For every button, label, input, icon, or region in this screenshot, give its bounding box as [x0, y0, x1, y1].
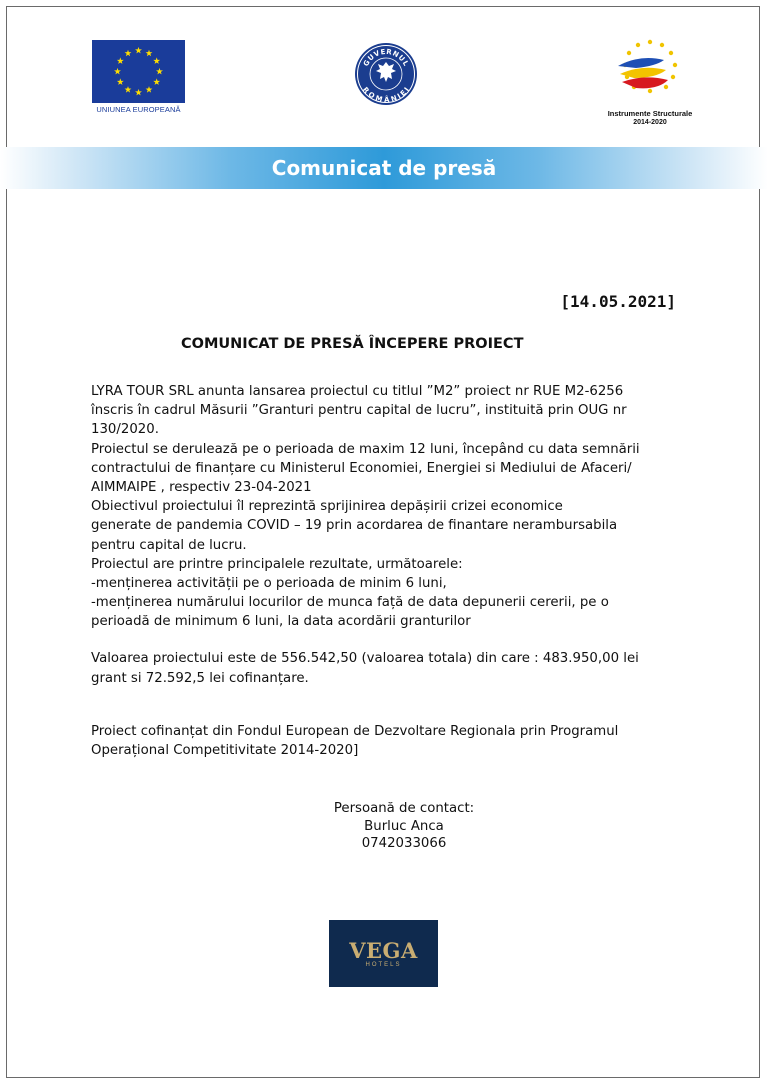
body-line: înscris în cadrul Măsurii ”Granturi pentru capital de lucru”, instituită prin OUG nr	[91, 403, 627, 419]
vega-sub: HOTELS	[365, 962, 402, 968]
vega-hotels-logo	[329, 920, 438, 987]
contact-name: Burluc Anca	[364, 818, 444, 834]
eu-flag-icon	[92, 40, 185, 103]
contact-block	[300, 800, 508, 853]
body-line: Obiectivul proiectului îl reprezintă sprijinirea depășirii crizei economice	[91, 499, 563, 515]
value-line: Valoarea proiectului este de 556.542,50 (valoarea totala) din care : 483.950,00 lei	[91, 651, 639, 667]
eu-star-icon	[156, 68, 163, 75]
structural-instruments-icon	[600, 36, 700, 108]
eu-star-icon	[146, 86, 153, 93]
eu-star-icon	[114, 68, 121, 75]
gov-text-bottom: ROMÂNIEI	[360, 85, 412, 105]
body-text	[91, 382, 691, 760]
contact-phone: 0742033066	[361, 836, 447, 851]
body-line: 130/2020.	[91, 422, 159, 438]
body-line: AIMMAIPE , respectiv 23-04-2021	[91, 479, 312, 495]
body-line: pentru capital de lucru.	[91, 537, 247, 553]
gov-text-top: GUVERNUL	[361, 47, 411, 68]
release-date: [14.05.2021]	[560, 292, 676, 311]
value-line: grant si 72.592,5 lei cofinanțare.	[91, 670, 309, 686]
eu-star-icon	[135, 89, 142, 96]
body-line: perioadă de minimum 6 luni, la data acordării granturilor	[91, 614, 471, 630]
eu-star-icon	[153, 78, 160, 85]
body-line: Proiectul are printre principalele rezultate, următoarele:	[91, 556, 463, 572]
eu-label: UNIUNEA EUROPEANĂ	[96, 105, 181, 114]
eu-star-icon	[125, 86, 132, 93]
eu-logo	[92, 40, 185, 117]
eu-star-icon	[125, 50, 132, 57]
is-label-title: Instrumente Structurale	[607, 109, 693, 118]
banner-title: Comunicat de presă	[271, 156, 497, 180]
eu-star-icon	[153, 57, 160, 64]
body-line: LYRA TOUR SRL anunta lansarea proiectul cu titlul ”M2” proiect nr RUE M2-6256	[91, 384, 624, 399]
press-release-banner	[0, 147, 768, 189]
contact-label: Persoană de contact:	[333, 801, 475, 816]
body-line: generate de pandemia COVID – 19 prin acordarea de finantare nerambursabila	[91, 518, 618, 534]
eu-star-icon	[117, 78, 124, 85]
body-line: contractului de finanțare cu Ministerul Economiei, Energiei si Mediului de Afaceri/	[91, 460, 632, 476]
body-line: -menținerea numărului locurilor de munca față de data depunerii cererii, pe o	[91, 595, 609, 611]
eu-star-icon	[135, 47, 142, 54]
funding-line: Proiect cofinanțat din Fondul European de Dezvoltare Regionala prin Programul	[91, 723, 619, 739]
document-title: COMUNICAT DE PRESĂ ÎNCEPERE PROIECT	[181, 336, 524, 352]
body-line: Proiectul se derulează pe o perioada de maxim 12 luni, începând cu data semnării	[91, 441, 640, 457]
instrumente-structurale-logo	[600, 36, 700, 132]
romanian-government-logo	[354, 42, 418, 106]
eu-star-icon	[117, 57, 124, 64]
vega-name: VEGA	[349, 938, 418, 963]
is-label-years: 2014-2020	[633, 119, 667, 126]
funding-line: Operațional Competitivitate 2014-2020]	[91, 743, 359, 758]
body-line: -menținerea activității pe o perioada de minim 6 luni,	[91, 575, 447, 591]
eu-star-icon	[146, 50, 153, 57]
